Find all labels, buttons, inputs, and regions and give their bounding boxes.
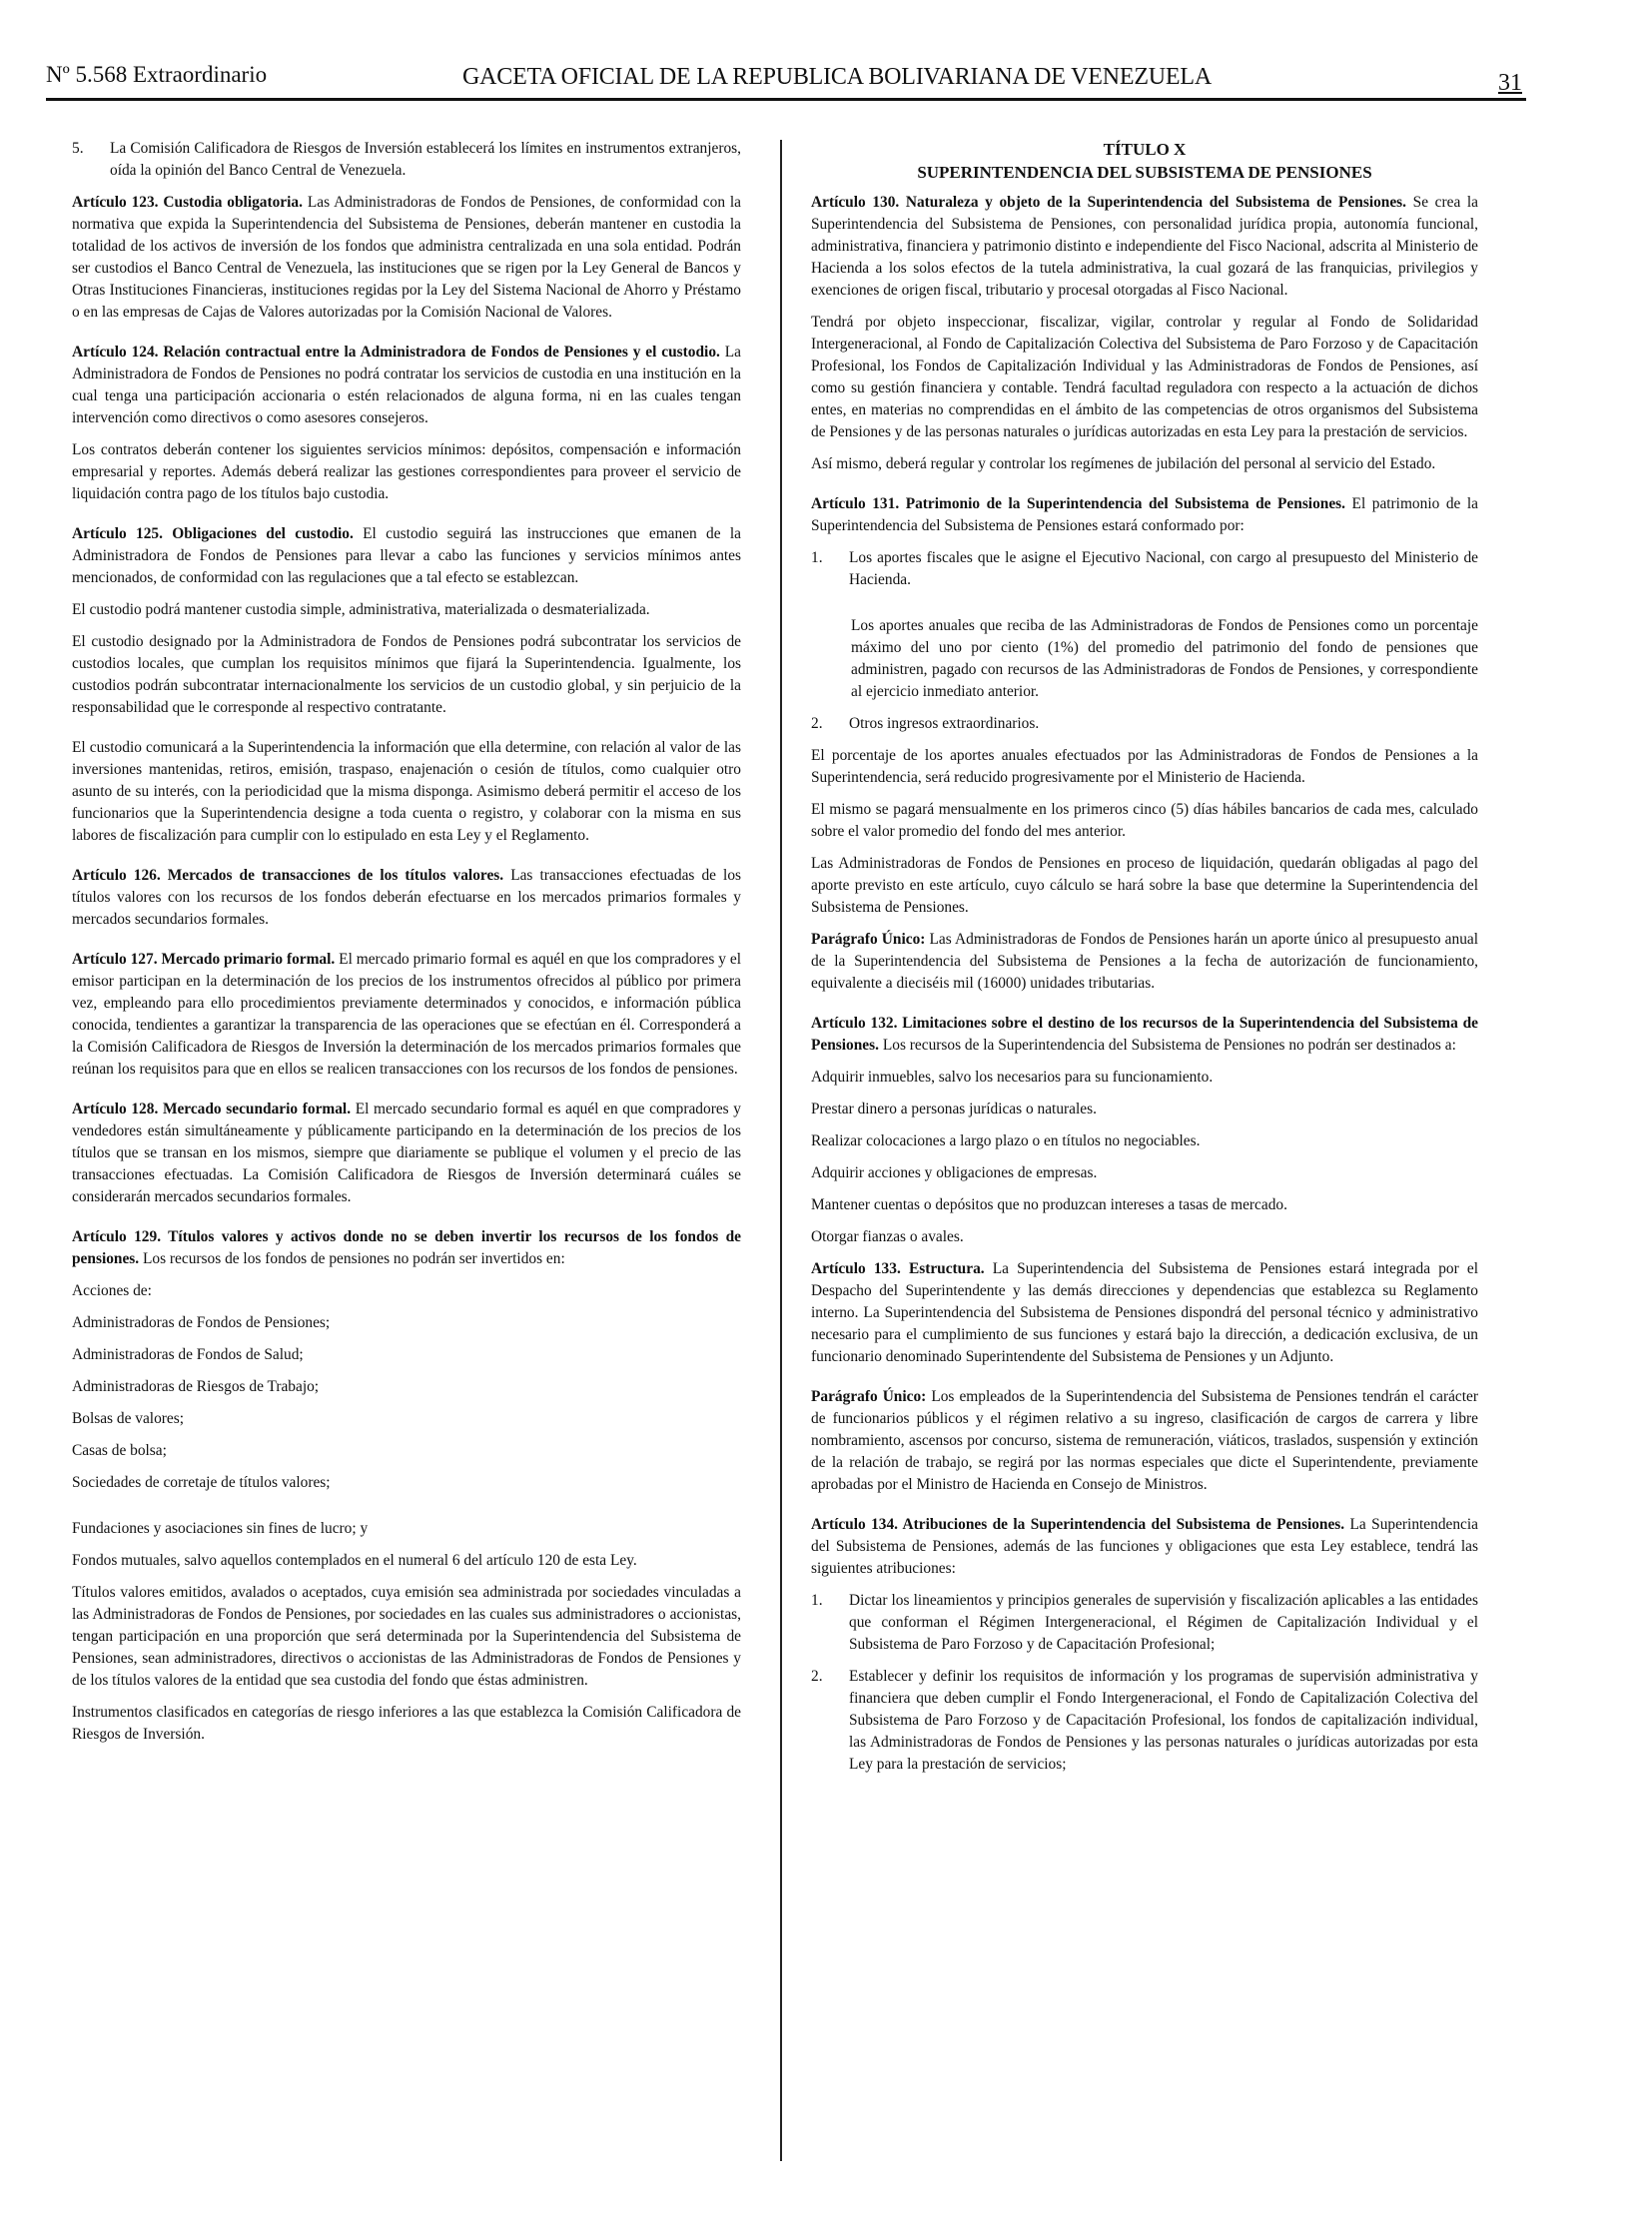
left-column [72, 138, 741, 1756]
list-item: Mantener cuentas o depósitos que no produzcan intereses a tasas de mercado. [811, 1196, 1287, 1213]
paragraph: El custodio podrá mantener custodia simple, administrativa, materializada o desmaterializada. [72, 601, 650, 618]
paragraph: Las Administradoras de Fondos de Pensiones en proceso de liquidación, quedarán obligadas al pago del aporte previsto en este artículo, cuyo cálculo se hará sobre la base que determine la Superintendencia del Subsistema de Pensiones. [811, 855, 1478, 916]
sole-paragraph: Parágrafo Único: Las Administradoras de Fondos de Pensiones harán un aporte único al presupuesto anual de la Superintendencia del Subsistema de Pensiones a la fecha de autorización de funcionamiento, equivalente a dieciséis mil (16000) unidades tributarias. [811, 931, 1478, 992]
article-130 [811, 192, 1478, 302]
paragraph: Tendrá por objeto inspeccionar, fiscalizar, vigilar, controlar y regular al Fondo de Solidaridad Intergeneracional, al Fondo de Capitalización Colectiva del Subsistema de Paro Forzoso y de Capacitación Profesional, los Fondos de Capitalización Individual y las Administradoras de Fondos de Pensiones, así como su gestión financiera y contable. Tendrá facultad reguladora con respecto a la actuación de dichos entes, en materias no comprendidas en el ámbito de las competencias de otros organismos del Subsistema de Pensiones y de las personas naturales o jurídicas autorizadas en esta Ley para la prestación de servicios. [811, 314, 1478, 440]
list-item: Acciones de: [72, 1282, 152, 1299]
list-item: 2. Otros ingresos extraordinarios. [811, 715, 1040, 732]
article-123 [72, 192, 741, 324]
article-text: El custodio seguirá las instrucciones que emanen de la Administradora de Fondos de Pensiones para llevar a cabo las funciones y servicios mínimos antes mencionados, de conformidad con las regulaciones que a tal efecto se establezcan. [72, 525, 741, 586]
right-column [811, 138, 1478, 1786]
article-heading: Artículo 131. Patrimonio de la Superintendencia del Subsistema de Pensiones. [811, 495, 1346, 512]
article-128 [72, 1099, 741, 1208]
article-text: El mercado primario formal es aquél en que los compradores y el emisor participan en la determinación de los precios de los instrumentos ofrecidos al público por primera vez, empleando para ello procedimientos previamente determinados y conocidos, e información pública conocida, tendientes a garantizar la transparencia de las operaciones que se efectúan en él. Corresponderá a la Comisión Calificadora de Riesgos de Inversión la determinación de los mercados primarios formales que reúnan los requisitos para que en ellos se realicen transacciones con los recursos de los fondos de pensiones. [72, 951, 741, 1078]
paragraph: El custodio comunicará a la Superintendencia la información que ella determine, con relación al valor de las inversiones mantenidas, retiros, emisión, traspaso, enajenación o cesión de títulos, como cualquier otro asunto de su interés, con la periodicidad que la misma disponga. Asimismo deberá permitir el acceso de los funcionarios que la Superintendencia designe a toda cuenta o registro, y colaborar con la misma en sus labores de fiscalización para cumplir con lo estipulado en esta Ley y el Reglamento. [72, 739, 741, 844]
article-heading: Artículo 125. Obligaciones del custodio. [72, 525, 354, 542]
article-heading: Artículo 130. Naturaleza y objeto de la Superintendencia del Subsistema de Pensiones. [811, 194, 1407, 211]
article-131 [811, 493, 1478, 537]
article-heading: Artículo 129. Títulos valores y activos donde no se deben invertir los recursos de los fondos de pensiones. [72, 1228, 741, 1267]
article-129 [72, 1226, 741, 1270]
list-item: Adquirir acciones y obligaciones de empresas. [811, 1164, 1098, 1181]
article-heading: Artículo 123. Custodia obligatoria. [72, 194, 303, 211]
article-text: La Superintendencia del Subsistema de Pensiones estará integrada por el Despacho del Superintendente y las demás direcciones y dependencias que establezca su Reglamento interno. La Superintendencia del Subsistema de Pensiones dispondrá del personal técnico y administrativo necesario para el cumplimiento de sus funciones y estará bajo la dirección, a dedicación exclusiva, de un funcionario denominado Superintendente del Subsistema de Pensiones y un Adjunto. [811, 1260, 1478, 1365]
article-heading: Artículo 132. Limitaciones sobre el destino de los recursos de la Superintendencia del Subsistema de Pensiones. [811, 1015, 1478, 1054]
paragraph: Fundaciones y asociaciones sin fines de lucro; y [72, 1520, 369, 1537]
paragraph: Los aportes anuales que reciba de las Administradoras de Fondos de Pensiones como un porcentaje máximo del uno por ciento (1%) del promedio del patrimonio del fondo de pensiones que administren, pagado con recursos de las Administradoras de Fondos de Pensiones, y correspondiente al ejercicio inmediato anterior. [851, 617, 1478, 700]
sole-paragraph: Parágrafo Único: Los empleados de la Superintendencia del Subsistema de Pensiones tendrán el carácter de funcionarios públicos y el régimen relativo a su ingreso, clasificación de cargos de carrera y libre nombramiento, ascensos por concurso, sistema de remuneración, viáticos, traslados, suspensión y extinción de la relación de trabajo, se regirá por las normas especiales que dicte el Superintendente, previamente aprobadas por el Ministro de Hacienda en Consejo de Ministros. [811, 1388, 1478, 1493]
list-item: Administradoras de Fondos de Pensiones; [72, 1314, 331, 1331]
article-127 [72, 949, 741, 1081]
article-124 [72, 342, 741, 429]
article-heading: Artículo 124. Relación contractual entre la Administradora de Fondos de Pensiones y el custodio. [72, 344, 720, 361]
paragraph: Así mismo, deberá regular y controlar los regímenes de jubilación del personal al servicio del Estado. [811, 455, 1436, 472]
article-text: La Superintendencia del Subsistema de Pensiones, además de las funciones y obligaciones que esta Ley establece, tendrá las siguientes atribuciones: [811, 1516, 1478, 1577]
section-title: TÍTULO X SUPERINTENDENCIA DEL SUBSISTEMA DE PENSIONES [917, 140, 1372, 182]
article-text: Los recursos de los fondos de pensiones no podrán ser invertidos en: [143, 1250, 565, 1267]
list-item: Otorgar fianzas o avales. [811, 1228, 964, 1245]
list-item: Administradoras de Riesgos de Trabajo; [72, 1378, 320, 1395]
list-item: 2. Establecer y definir los requisitos de información y los programas de supervisión administrativa y financiera que deben cumplir el Fondo Intergeneracional, el Fondo de Capitalización Colectiva del Subsistema de Paro Forzoso y de Capacitación Profesional, los fondos de capitalización individual, las Administradoras de Fondos de Pensiones y las personas naturales o jurídicas autorizadas por esta Ley para la prestación de servicios; [811, 1668, 1478, 1773]
article-132 [811, 1013, 1478, 1057]
list-item: Adquirir inmuebles, salvo los necesarios para su funcionamiento. [811, 1069, 1214, 1086]
article-125 [72, 523, 741, 589]
paragraph: El porcentaje de los aportes anuales efectuados por las Administradoras de Fondos de Pensiones a la Superintendencia, será reducido progresivamente por el Ministerio de Hacienda. [811, 747, 1478, 786]
article-text: El patrimonio de la Superintendencia del Subsistema de Pensiones estará conformado por: [811, 495, 1478, 534]
article-heading: Artículo 128. Mercado secundario formal. [72, 1101, 352, 1117]
article-134 [811, 1514, 1478, 1580]
paragraph: El mismo se pagará mensualmente en los primeros cinco (5) días hábiles bancarios de cada mes, calculado sobre el valor promedio del fondo del mes anterior. [811, 801, 1478, 840]
page-header [46, 58, 1526, 101]
paragraph: Títulos valores emitidos, avalados o aceptados, cuya emisión sea administrada por sociedades vinculadas a las Administradoras de Fondos de Pensiones, por sociedades en las cuales sus administradores o accionistas, tengan participación en una proporción que será determinada por la Superintendencia del Subsistema de Pensiones, sean administradores, directivos o accionistas de las Administradoras de Fondos de Pensiones y de los títulos valores de la entidad que sea custodia del fondo que éstas administren. [72, 1584, 741, 1689]
list-item: 1. Dictar los lineamientos y principios generales de supervisión y fiscalización aplicables a las entidades que conforman el Régimen Intergeneracional, el Régimen de Capitalización Individual y el Subsistema de Paro Forzoso y de Capacitación Profesional; [811, 1592, 1478, 1653]
paragraph: Fondos mutuales, salvo aquellos contemplados en el numeral 6 del artículo 120 de esta Ley. [72, 1552, 637, 1569]
list-item: Bolsas de valores; [72, 1410, 184, 1427]
article-text: Las Administradoras de Fondos de Pensiones, de conformidad con la normativa que expida la Superintendencia del Subsistema de Pensiones, deberán mantener en custodia la totalidad de los activos de inversión de los fondos que administra centralizada en una sola entidad. Podrán ser custodios el Banco Central de Venezuela, las instituciones que se rigen por la Ley General de Bancos y Otras Instituciones Financieras, instituciones regidas por la Ley del Sistema Nacional de Ahorro y Préstamo o en las empresas de Cajas de Valores autorizadas por la Comisión Nacional de Valores. [72, 194, 742, 321]
article-heading: Artículo 126. Mercados de transacciones de los títulos valores. [72, 867, 504, 884]
article-text: Las transacciones efectuadas de los títulos valores con los recursos de los fondos deberán efectuarse en los mercados primarios formales y mercados secundarios formales. [72, 867, 742, 928]
list-item: Prestar dinero a personas jurídicas o naturales. [811, 1101, 1097, 1117]
list-item: Realizar colocaciones a largo plazo o en títulos no negociables. [811, 1132, 1201, 1149]
article-text: El mercado secundario formal es aquél en que compradores y vendedores están simultáneamente y públicamente participando en la determinación de los precios de los títulos que se transan en los mismos, siempre que diariamente se publique el volumen y el precio de las transacciones efectuadas. La Comisión Calificadora de Riesgos de Inversión determinará cuáles se considerarán mercados secundarios formales. [72, 1101, 741, 1205]
article-133 [811, 1258, 1478, 1368]
article-text: Los recursos de la Superintendencia del Subsistema de Pensiones no podrán ser destinados a: [882, 1037, 1456, 1054]
list-item: 1. Los aportes fiscales que le asigne el Ejecutivo Nacional, con cargo al presupuesto del Ministerio de Hacienda. [811, 549, 1478, 588]
issue-number: Nº 5.568 Extraordinario [46, 62, 268, 87]
article-heading: Artículo 134. Atribuciones de la Superintendencia del Subsistema de Pensiones. [811, 1516, 1345, 1533]
list-item: Casas de bolsa; [72, 1442, 167, 1459]
article-126 [72, 865, 741, 931]
list-item: Administradoras de Fondos de Salud; [72, 1346, 304, 1363]
paragraph: El custodio designado por la Administradora de Fondos de Pensiones podrá subcontratar los servicios de custodios locales, que cumplan los requisitos mínimos que fijará la Superintendencia. Igualmente, los custodios podrán subcontratar internacionalmente los servicios de un custodio global, y sin perjuicio de la responsabilidad que le corresponde al respectivo contratante. [72, 633, 741, 716]
list-item: Sociedades de corretaje de títulos valores; [72, 1474, 331, 1491]
article-text: La Administradora de Fondos de Pensiones no podrá contratar los servicios de custodia en una institución en la cual tenga una participación accionaria o estén relacionados de alguna forma, ni en las cuales tengan intervención como directivos o como asesores consejeros. [72, 344, 741, 426]
list-item: 5. La Comisión Calificadora de Riesgos de Inversión establecerá los límites en instrumentos extranjeros, oída la opinión del Banco Central de Venezuela. [72, 140, 741, 179]
page-number: 31 [1498, 70, 1522, 96]
column-divider [780, 140, 782, 2161]
article-heading: Artículo 133. Estructura. [811, 1260, 985, 1277]
paragraph-heading: Parágrafo Único: [811, 1388, 927, 1405]
article-heading: Artículo 127. Mercado primario formal. [72, 951, 336, 968]
article-text: Se crea la Superintendencia del Subsistema de Pensiones, con personalidad jurídica propia, autonomía funcional, administrativa, financiera y patrimonio distinto e independiente del Fisco Nacional, adscrita al Ministerio de Hacienda a los solos efectos de la tutela administrativa, la cual gozará de las franquicias, privilegios y exenciones de origen fiscal, tributario y procesal otorgadas al Fisco Nacional. [811, 194, 1478, 299]
paragraph: Los contratos deberán contener los siguientes servicios mínimos: depósitos, compensación e información empresarial y reportes. Además deberá realizar las gestiones correspondientes para proveer el servicio de liquidación contra pago de los títulos bajo custodia. [72, 441, 741, 502]
paragraph: Instrumentos clasificados en categorías de riesgo inferiores a las que establezca la Comisión Calificadora de Riesgos de Inversión. [72, 1704, 741, 1743]
paragraph-heading: Parágrafo Único: [811, 931, 926, 948]
publication-title: GACETA OFICIAL DE LA REPUBLICA BOLIVARIANA DE VENEZUELA [462, 64, 1212, 90]
